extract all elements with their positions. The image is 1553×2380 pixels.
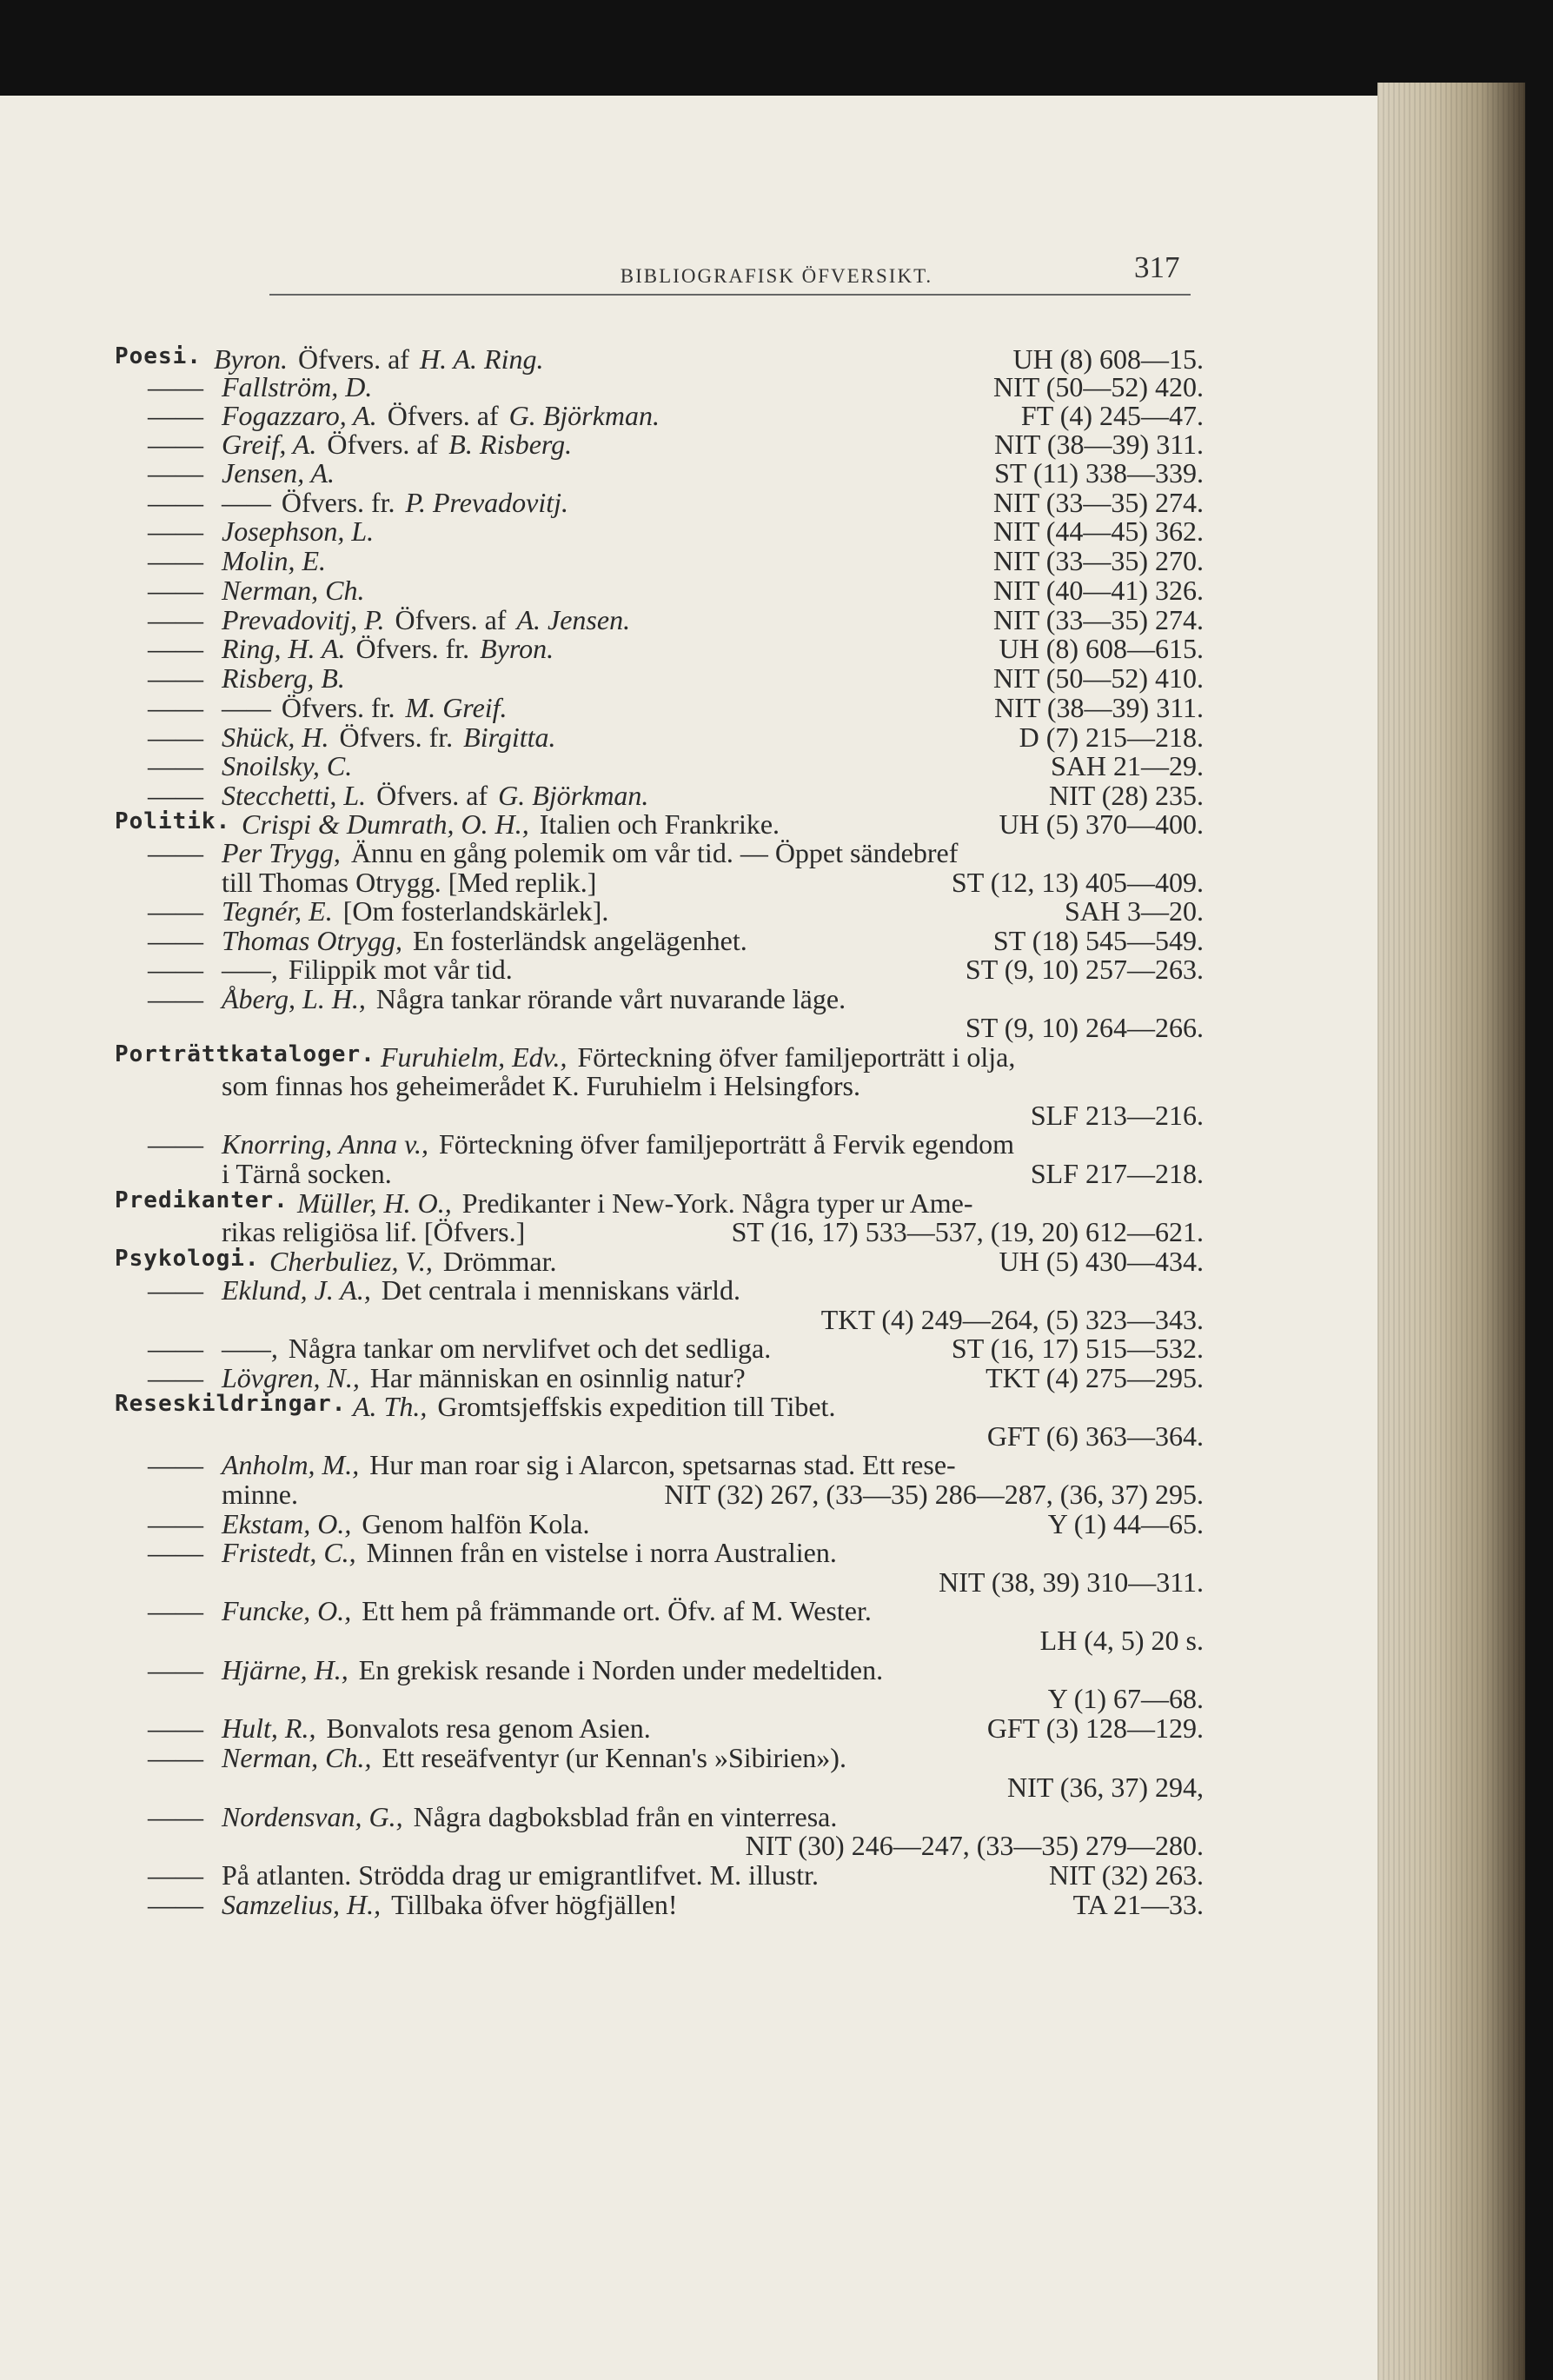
entry-description: [Om fosterlandskärlek]. xyxy=(342,895,609,927)
author-name: Byron. xyxy=(214,343,289,375)
entry-description: Minnen från en vistelse i norra Australien. xyxy=(366,1537,837,1568)
ditto-dash: —— xyxy=(148,457,203,489)
author-name: Prevadovitj, P. xyxy=(222,604,385,635)
journal-reference: NIT (32) 263. xyxy=(1048,1859,1204,1891)
journal-reference: GFT (3) 128—129. xyxy=(986,1712,1204,1744)
author-name: Nerman, Ch. xyxy=(222,575,365,606)
author-name: Cherbuliez, V., xyxy=(269,1246,433,1277)
journal-reference: NIT (36, 37) 294, xyxy=(1006,1772,1204,1803)
ditto-dash: —— xyxy=(148,1449,203,1480)
ditto-dash: —— xyxy=(148,925,203,956)
author-name: Knorring, Anna v., xyxy=(222,1128,428,1160)
journal-reference: SLF 217—218. xyxy=(1030,1158,1204,1189)
entry-description: Gromtsjeffskis expedition till Tibet. xyxy=(437,1391,836,1422)
author-name: A. Th., xyxy=(353,1391,428,1422)
entry-description: Italien och Frankrike. xyxy=(539,808,780,840)
author-name: Shück, H. xyxy=(222,721,329,753)
section-heading: Predikanter. xyxy=(115,1187,289,1213)
entry-description: På atlanten. Strödda drag ur emigrantlifvet. M. illustr. xyxy=(222,1859,819,1891)
journal-reference: TA 21—33. xyxy=(1072,1889,1204,1920)
ditto-dash: —— xyxy=(148,1889,203,1920)
author-name: Müller, H. O., xyxy=(297,1187,452,1219)
section-heading: Porträttkataloger. xyxy=(115,1041,375,1067)
continuation-text: till Thomas Otrygg. [Med replik.] xyxy=(222,867,597,898)
ditto-dash: —— xyxy=(148,1742,203,1773)
entry-description: Ett reseäfventyr (ur Kennan's »Sibirien»). xyxy=(382,1742,846,1773)
ditto-dash: —— xyxy=(148,1362,203,1393)
entry-description: Drömmar. xyxy=(442,1246,557,1277)
author-name: Fogazzaro, A. xyxy=(222,400,377,431)
ditto-dash: —— xyxy=(148,780,203,811)
entry-description: Det centrala i menniskans värld. xyxy=(381,1274,740,1306)
journal-reference: NIT (28) 235. xyxy=(1048,780,1204,811)
journal-reference: NIT (30) 246—247, (33—35) 279—280. xyxy=(745,1830,1204,1861)
author-name: Hult, R., xyxy=(222,1712,316,1744)
section-heading: Psykologi. xyxy=(115,1246,260,1272)
continuation-text: rikas religiösa lif. [Öfvers.] xyxy=(222,1216,526,1247)
entry-description: Filippik mot vår tid. xyxy=(288,954,513,985)
entry-description: Öfvers. af xyxy=(376,780,488,811)
journal-reference: FT (4) 245—47. xyxy=(1020,400,1204,431)
author-name: Lövgren, N., xyxy=(222,1362,360,1393)
ditto-dash: —— xyxy=(148,371,203,402)
section-heading: Poesi. xyxy=(115,343,202,369)
journal-reference: TKT (4) 249—264, (5) 323—343. xyxy=(820,1304,1204,1335)
entry-description: Öfvers. fr. xyxy=(281,692,395,723)
author-name: Tegnér, E. xyxy=(222,895,333,927)
author-name: Eklund, J. A., xyxy=(222,1274,371,1306)
entry-description: Öfvers. af xyxy=(327,429,439,460)
author-name: Ring, H. A. xyxy=(222,633,346,664)
translator-name: M. Greif. xyxy=(405,692,508,723)
bib-entry-line xyxy=(0,1889,1390,1924)
entry-description: Öfvers. af xyxy=(298,343,409,375)
author-name: Åberg, L. H., xyxy=(222,983,366,1014)
entry-description: Öfvers. fr. xyxy=(355,633,470,664)
author-name: —— xyxy=(222,487,271,518)
entry-description: Ett hem på främmande ort. Öfv. af M. Wester. xyxy=(362,1595,872,1626)
translator-name: P. Prevadovitj. xyxy=(405,487,569,518)
entry-description: Några tankar om nervlifvet och det sedliga. xyxy=(288,1333,772,1364)
ditto-dash: —— xyxy=(148,750,203,781)
entry-description: Förteckning öfver familjeporträtt i olja, xyxy=(577,1041,1016,1073)
book-page-edges xyxy=(1377,83,1525,2380)
journal-reference: UH (5) 430—434. xyxy=(999,1246,1204,1277)
ditto-dash: —— xyxy=(148,400,203,431)
entry-description: En fosterländsk angelägenhet. xyxy=(413,925,747,956)
author-name: Josephson, L. xyxy=(222,515,375,547)
journal-reference: NIT (50—52) 420. xyxy=(992,371,1204,402)
ditto-dash: —— xyxy=(148,837,203,868)
entry-description: Hur man roar sig i Alarcon, spetsarnas stad. Ett rese- xyxy=(369,1449,956,1480)
translator-name: G. Björkman. xyxy=(508,400,660,431)
author-name: Greif, A. xyxy=(222,429,317,460)
entry-description: Öfvers. af xyxy=(387,400,499,431)
ditto-dash: —— xyxy=(148,983,203,1014)
journal-reference: Y (1) 44—65. xyxy=(1047,1508,1204,1539)
journal-reference: SAH 3—20. xyxy=(1064,895,1204,927)
ditto-dash: —— xyxy=(148,1274,203,1306)
ditto-dash: —— xyxy=(148,1128,203,1160)
author-name: Crispi & Dumrath, O. H., xyxy=(242,808,529,840)
journal-reference: ST (18) 545—549. xyxy=(992,925,1204,956)
author-name: Risberg, B. xyxy=(222,662,345,694)
journal-reference: UH (8) 608—615. xyxy=(999,633,1204,664)
journal-reference: NIT (50—52) 410. xyxy=(992,662,1204,694)
journal-reference: NIT (38—39) 311. xyxy=(994,692,1204,723)
journal-reference: NIT (32) 267, (33—35) 286—287, (36, 37) 295. xyxy=(664,1479,1204,1510)
ditto-dash: —— xyxy=(148,515,203,547)
ditto-dash: —— xyxy=(148,1712,203,1744)
translator-name: H. A. Ring. xyxy=(419,343,544,375)
entry-description: Ännu en gång polemik om vår tid. — Öppet sändebref xyxy=(350,837,959,868)
ditto-dash: —— xyxy=(148,633,203,664)
translator-name: A. Jensen. xyxy=(516,604,631,635)
entry-description: En grekisk resande i Norden under medeltiden. xyxy=(358,1654,884,1685)
journal-reference: NIT (40—41) 326. xyxy=(992,575,1204,606)
translator-name: B. Risberg. xyxy=(448,429,573,460)
entry-description: Öfvers. fr. xyxy=(339,721,454,753)
ditto-dash: —— xyxy=(148,429,203,460)
author-name: Jensen, A. xyxy=(222,457,335,489)
author-name: ——, xyxy=(222,954,278,985)
entry-description: Några tankar rörande vårt nuvarande läge. xyxy=(375,983,846,1014)
ditto-dash: —— xyxy=(148,662,203,694)
journal-reference: NIT (33—35) 270. xyxy=(992,545,1204,576)
translator-name: G. Björkman. xyxy=(498,780,649,811)
entry-description: Tillbaka öfver högfjällen! xyxy=(391,1889,678,1920)
journal-reference: NIT (33—35) 274. xyxy=(992,487,1204,518)
journal-reference: SLF 213—216. xyxy=(1030,1100,1204,1131)
author-name: Snoilsky, C. xyxy=(222,750,353,781)
author-name: Per Trygg, xyxy=(222,837,341,868)
ditto-dash: —— xyxy=(148,1859,203,1891)
page-number: 317 xyxy=(1134,250,1180,284)
ditto-dash: —— xyxy=(148,545,203,576)
journal-reference: UH (8) 608—15. xyxy=(1012,343,1204,375)
ditto-dash: —— xyxy=(148,1333,203,1364)
author-name: ——, xyxy=(222,1333,278,1364)
continuation-text: i Tärnå socken. xyxy=(222,1158,392,1189)
journal-reference: ST (12, 13) 405—409. xyxy=(951,867,1204,898)
entry-description: Några dagboksblad från en vinterresa. xyxy=(413,1801,838,1832)
journal-reference: ST (16, 17) 533—537, (19, 20) 612—621. xyxy=(731,1216,1204,1247)
continuation-text: minne. xyxy=(222,1479,298,1510)
ditto-dash: —— xyxy=(148,721,203,753)
journal-reference: GFT (6) 363—364. xyxy=(986,1420,1204,1452)
author-name: Anholm, M., xyxy=(222,1449,360,1480)
journal-reference: ST (9, 10) 257—263. xyxy=(965,954,1204,985)
journal-reference: SAH 21—29. xyxy=(1050,750,1204,781)
author-name: —— xyxy=(222,692,271,723)
ditto-dash: —— xyxy=(148,1508,203,1539)
author-name: Stecchetti, L. xyxy=(222,780,367,811)
journal-reference: NIT (44—45) 362. xyxy=(992,515,1204,547)
author-name: Fristedt, C., xyxy=(222,1537,356,1568)
author-name: Molin, E. xyxy=(222,545,326,576)
author-name: Furuhielm, Edv., xyxy=(381,1041,567,1073)
journal-reference: ST (11) 338—339. xyxy=(994,457,1204,489)
ditto-dash: —— xyxy=(148,692,203,723)
author-name: Nordensvan, G., xyxy=(222,1801,403,1832)
ditto-dash: —— xyxy=(148,1801,203,1832)
ditto-dash: —— xyxy=(148,1654,203,1685)
author-name: Nerman, Ch., xyxy=(222,1742,372,1773)
ditto-dash: —— xyxy=(148,954,203,985)
journal-reference: NIT (33—35) 274. xyxy=(992,604,1204,635)
journal-reference: TKT (4) 275—295. xyxy=(986,1362,1204,1393)
ditto-dash: —— xyxy=(148,1595,203,1626)
author-name: Hjärne, H., xyxy=(222,1654,348,1685)
entry-description: Genom halfön Kola. xyxy=(362,1508,590,1539)
journal-reference: NIT (38—39) 311. xyxy=(994,429,1204,460)
entry-description: Öfvers. fr. xyxy=(281,487,395,518)
author-name: Fallström, D. xyxy=(222,371,373,402)
running-header: BIBLIOGRAFISK ÖFVERSIKT. xyxy=(620,265,933,287)
entry-description: Bonvalots resa genom Asien. xyxy=(326,1712,651,1744)
journal-reference: NIT (38, 39) 310—311. xyxy=(939,1566,1204,1598)
entry-description: Öfvers. af xyxy=(395,604,507,635)
ditto-dash: —— xyxy=(148,895,203,927)
journal-reference: ST (9, 10) 264—266. xyxy=(965,1012,1204,1043)
author-name: Thomas Otrygg, xyxy=(222,925,403,956)
journal-reference: Y (1) 67—68. xyxy=(1047,1683,1204,1714)
author-name: Samzelius, H., xyxy=(222,1889,382,1920)
entry-description: Har människan en osinnlig natur? xyxy=(369,1362,746,1393)
entry-description: Förteckning öfver familjeporträtt å Fervik egendom xyxy=(438,1128,1014,1160)
translator-name: Byron. xyxy=(480,633,554,664)
journal-reference: ST (16, 17) 515—532. xyxy=(951,1333,1204,1364)
journal-reference: UH (5) 370—400. xyxy=(999,808,1204,840)
ditto-dash: —— xyxy=(148,487,203,518)
author-name: Funcke, O., xyxy=(222,1595,352,1626)
continuation-text: som finnas hos geheimerådet K. Furuhielm i Helsingfors. xyxy=(222,1070,860,1101)
ditto-dash: —— xyxy=(148,604,203,635)
ditto-dash: —— xyxy=(148,1537,203,1568)
section-heading: Politik. xyxy=(115,808,231,834)
translator-name: Birgitta. xyxy=(463,721,556,753)
section-heading: Reseskildringar. xyxy=(115,1391,347,1417)
entry-description: Predikanter i New-York. Några typer ur Ame- xyxy=(461,1187,973,1219)
journal-reference: LH (4, 5) 20 s. xyxy=(1039,1625,1204,1656)
journal-reference: D (7) 215—218. xyxy=(1019,721,1204,753)
ditto-dash: —— xyxy=(148,575,203,606)
author-name: Ekstam, O., xyxy=(222,1508,352,1539)
header-rule xyxy=(269,294,1191,296)
